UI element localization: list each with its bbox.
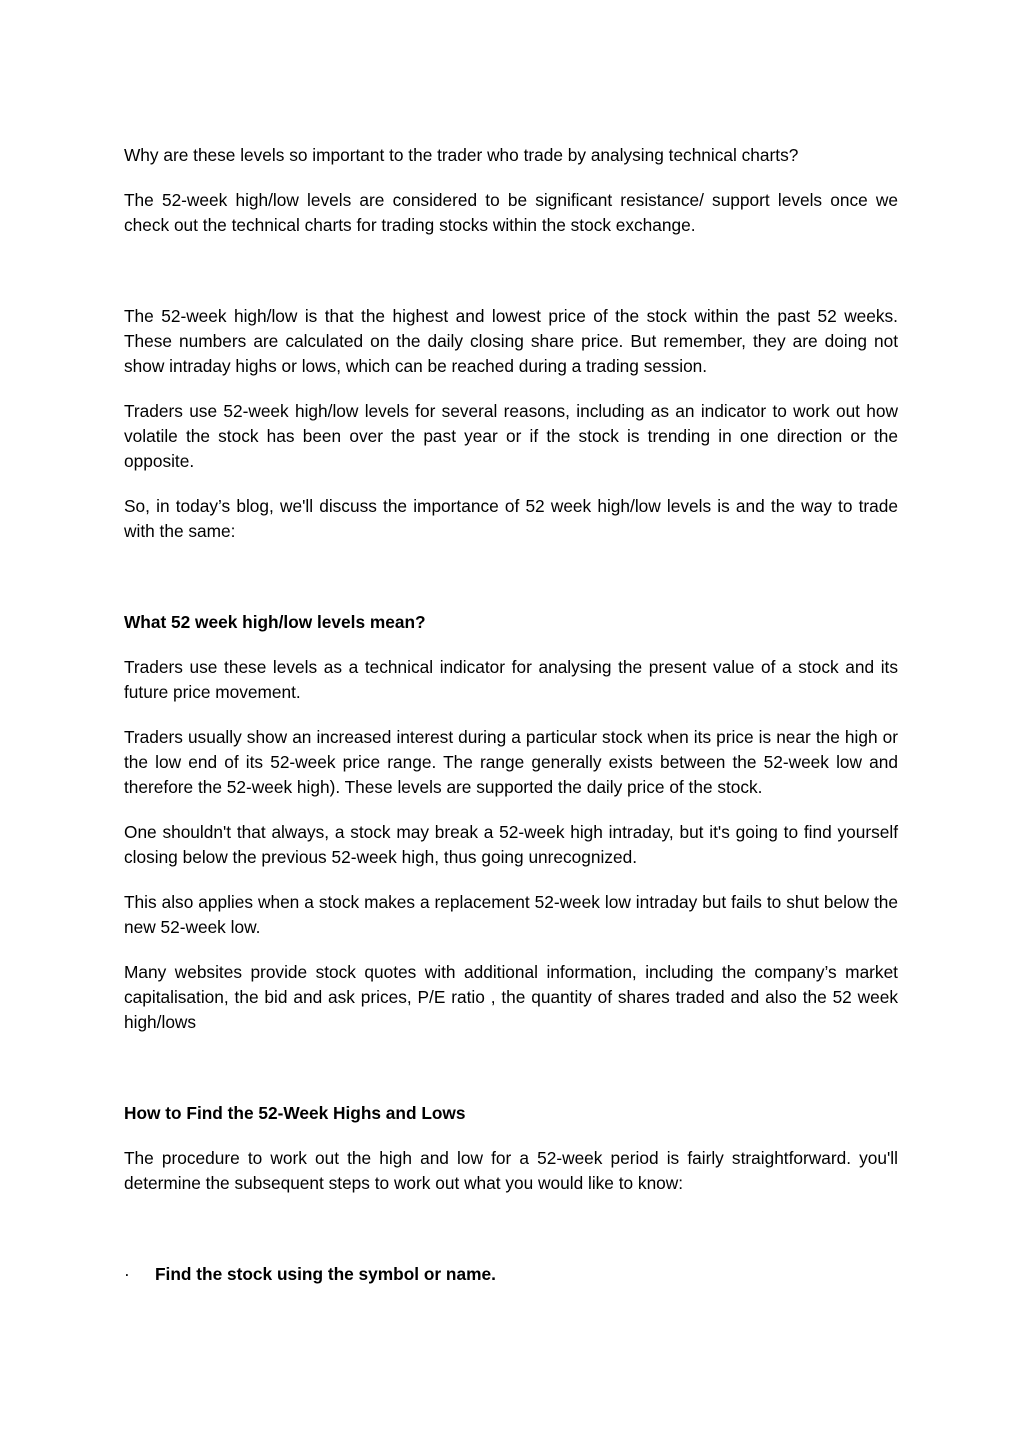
bullet-text: Find the stock using the symbol or name. — [155, 1264, 496, 1284]
paragraph-blog-intro: So, in today’s blog, we'll discuss the importance of 52 week high/low levels is and the way to trade with the same: — [124, 496, 898, 541]
paragraph-websites: Many websites provide stock quotes with additional information, including the company’s market capitalisation, the bid and ask prices, P/E ratio , the quantity of shares traded and also the 52 week high/lows — [124, 962, 898, 1032]
paragraph-definition: The 52-week high/low is that the highest and lowest price of the stock within the past 52 weeks. These numbers are calculated on the daily closing share price. But remember, they are doing not show intraday highs or lows, which can be reached during a trading session. — [124, 306, 898, 376]
paragraph-traders-reasons: Traders use 52-week high/low levels for several reasons, including as an indicator to work out how volatile the stock has been over the past year or if the stock is trending in one direction or the opposite. — [124, 401, 898, 471]
paragraph-procedure: The procedure to work out the high and low for a 52-week period is fairly straightforward. you'll determine the subsequent steps to work out what you would like to know: — [124, 1148, 898, 1193]
paragraph-intraday-break: One shouldn't that always, a stock may break a 52-week high intraday, but it's going to find yourself closing below the previous 52-week high, thus going unrecognized. — [124, 822, 898, 867]
heading-what-levels-mean: What 52 week high/low levels mean? — [124, 612, 426, 632]
bullet-dot: · — [124, 1264, 130, 1284]
document-page — [124, 143, 898, 1287]
heading-how-to-find: How to Find the 52-Week Highs and Lows — [124, 1103, 466, 1123]
paragraph-increased-interest: Traders usually show an increased interest during a particular stock when its price is near the high or the low end of its 52-week price range. The range generally exists between the 52-week low and therefore the 52-week high). These levels are supported the daily price of the stock. — [124, 727, 898, 797]
paragraph-resistance-support: The 52-week high/low levels are considered to be significant resistance/ support levels once we check out the technical charts for trading stocks within the stock exchange. — [124, 190, 898, 235]
bullet-item — [124, 1262, 898, 1287]
paragraph-new-low: This also applies when a stock makes a replacement 52-week low intraday but fails to shut below the new 52-week low. — [124, 892, 898, 937]
intro-question: Why are these levels so important to the trader who trade by analysing technical charts? — [124, 145, 799, 165]
paragraph-technical-indicator: Traders use these levels as a technical indicator for analysing the present value of a stock and its future price movement. — [124, 657, 898, 702]
